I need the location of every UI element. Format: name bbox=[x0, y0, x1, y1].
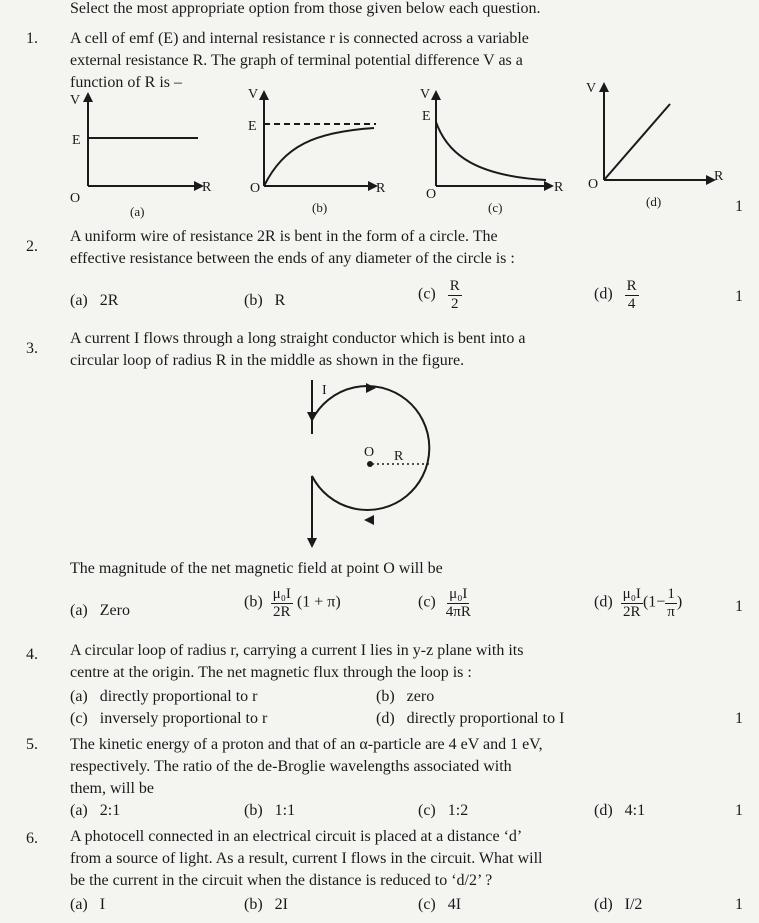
q3-option-d-label: (d) bbox=[594, 593, 613, 611]
q4-option-a bbox=[70, 688, 258, 706]
q3-centre-label: O bbox=[364, 445, 375, 460]
q4-option-d-text: directly proportional to I bbox=[406, 710, 565, 727]
q3-current-label: I bbox=[322, 383, 327, 398]
q3-wire-arrow-bottom bbox=[307, 538, 317, 548]
q2-option-b-text: R bbox=[274, 292, 286, 309]
q2-option-d-fraction bbox=[625, 278, 639, 312]
graph-d-y-arrow bbox=[599, 82, 609, 92]
question-6-line-1: A photocell connected in an electrical circuit is placed at a distance ‘d’ bbox=[70, 828, 523, 845]
q4-option-a-label: (a) bbox=[70, 688, 88, 705]
graph-d-option-label: (d) bbox=[646, 194, 662, 209]
question-2-number: 2. bbox=[26, 238, 38, 255]
graph-d-curve bbox=[604, 104, 670, 180]
question-1-line-1: A cell of emf (E) and internal resistance r is connected across a variable bbox=[70, 30, 529, 47]
q3-option-d-fraction bbox=[621, 586, 643, 620]
graph-c-y-arrow bbox=[431, 90, 441, 100]
q4-option-d-label: (d) bbox=[376, 710, 395, 727]
q3-option-d bbox=[594, 586, 682, 620]
q3-option-d-denominator: 2R bbox=[623, 603, 641, 620]
question-6-line-3: be the current in the circuit when the distance is reduced to ‘d/2’ ? bbox=[70, 872, 493, 889]
graph-c-option-label: (c) bbox=[488, 200, 503, 215]
q3-option-b-tail: (1 + π) bbox=[296, 593, 341, 611]
graph-d-o-label: O bbox=[588, 177, 599, 192]
question-1-line-3: function of R is – bbox=[70, 74, 182, 91]
q6-option-b-label: (b) bbox=[244, 896, 263, 913]
q6-option-b bbox=[244, 896, 288, 914]
q3-option-b-numerator: μ₀I bbox=[272, 586, 291, 602]
question-3-marks: 1 bbox=[735, 598, 743, 615]
q4-option-a-text: directly proportional to r bbox=[99, 688, 258, 705]
graph-c-v-label: V bbox=[420, 87, 431, 102]
question-6-marks: 1 bbox=[735, 896, 743, 913]
question-5-number: 5. bbox=[26, 736, 38, 753]
question-5-line-1: The kinetic energy of a proton and that of an α-particle are 4 eV and 1 eV, bbox=[70, 736, 543, 753]
graph-a-e-label: E bbox=[72, 133, 81, 148]
q6-option-c-label: (c) bbox=[418, 896, 436, 913]
graph-a-option-label: (a) bbox=[130, 204, 145, 219]
q6-option-a-text: I bbox=[99, 896, 106, 913]
q2-option-d-label: (d) bbox=[594, 285, 613, 303]
q5-option-c-label: (c) bbox=[418, 802, 436, 819]
q3-option-d-inner-numerator: 1 bbox=[667, 586, 675, 602]
q5-option-d bbox=[594, 802, 645, 820]
graph-b bbox=[244, 86, 394, 216]
q3-loop-arrow-bottom bbox=[364, 515, 374, 525]
q3-option-d-close: ) bbox=[676, 593, 683, 611]
q2-option-c-label: (c) bbox=[418, 285, 436, 303]
q3-option-d-open: (1− bbox=[642, 593, 666, 611]
question-5-line-2: respectively. The ratio of the de-Broglie wavelengths associated with bbox=[70, 758, 512, 775]
q3-radius-label: R bbox=[394, 449, 404, 464]
q5-option-c-text: 1:2 bbox=[447, 802, 469, 819]
q3-option-d-numerator: μ₀I bbox=[622, 586, 641, 602]
q4-option-b bbox=[376, 688, 434, 706]
q6-option-b-text: 2I bbox=[274, 896, 288, 913]
q5-option-b-label: (b) bbox=[244, 802, 263, 819]
q2-option-c-fraction bbox=[448, 278, 462, 312]
q2-option-c-numerator: R bbox=[449, 278, 460, 294]
q4-option-c-label: (c) bbox=[70, 710, 88, 727]
q5-option-b bbox=[244, 802, 295, 820]
graph-c bbox=[418, 86, 578, 216]
q3-option-b-label: (b) bbox=[244, 593, 263, 611]
question-4-line-2: centre at the origin. The net magnetic flux through the loop is : bbox=[70, 664, 472, 681]
q3-option-c-numerator: μ₀I bbox=[449, 586, 468, 602]
question-3-line-2: circular loop of radius R in the middle as shown in the figure. bbox=[70, 352, 465, 369]
graph-a-v-label: V bbox=[70, 93, 81, 108]
question-4-number: 4. bbox=[26, 646, 38, 663]
q2-option-c-denominator: 2 bbox=[451, 295, 459, 312]
graph-d-v-label: V bbox=[586, 81, 597, 96]
graph-c-o-label: O bbox=[426, 187, 437, 202]
question-1-marks: 1 bbox=[735, 198, 743, 215]
q2-option-a-label: (a) bbox=[70, 292, 88, 309]
graph-b-r-label: R bbox=[376, 181, 386, 196]
q3-option-b-denominator: 2R bbox=[273, 603, 291, 620]
q5-option-a-text: 2:1 bbox=[99, 802, 121, 819]
question-1-number: 1. bbox=[26, 30, 38, 47]
q5-option-a-label: (a) bbox=[70, 802, 88, 819]
graph-b-curve bbox=[264, 128, 374, 186]
q4-option-c bbox=[70, 710, 267, 728]
q2-option-a-text: 2R bbox=[99, 292, 119, 309]
q3-loop-arrow-top bbox=[366, 383, 376, 393]
q6-option-c bbox=[418, 896, 461, 914]
q2-option-c bbox=[418, 278, 462, 312]
q3-loop-figure bbox=[290, 376, 450, 556]
graph-c-curve bbox=[436, 122, 546, 180]
graph-a-o-label: O bbox=[70, 191, 81, 206]
graph-c-e-label: E bbox=[422, 109, 431, 124]
q3-option-d-inner-fraction bbox=[665, 586, 677, 620]
question-2-line-2: effective resistance between the ends of any diameter of the circle is : bbox=[70, 250, 515, 267]
q6-option-d bbox=[594, 896, 642, 914]
graph-a-y-arrow bbox=[83, 92, 93, 102]
q6-option-a-label: (a) bbox=[70, 896, 88, 913]
question-5-line-3: them, will be bbox=[70, 780, 154, 797]
question-5-marks: 1 bbox=[735, 802, 743, 819]
graph-a-r-label: R bbox=[202, 180, 212, 195]
graph-a bbox=[66, 90, 226, 220]
q2-option-b-label: (b) bbox=[244, 292, 263, 309]
question-3-number: 3. bbox=[26, 340, 38, 357]
q2-option-b bbox=[244, 292, 285, 310]
q5-option-d-label: (d) bbox=[594, 802, 613, 819]
q3-option-c bbox=[418, 586, 473, 620]
graph-c-x-arrow bbox=[544, 181, 554, 191]
q3-option-d-inner-denominator: π bbox=[667, 603, 675, 620]
q2-option-a bbox=[70, 292, 118, 310]
q2-option-d-denominator: 4 bbox=[627, 295, 636, 312]
q4-option-b-label: (b) bbox=[376, 688, 395, 705]
q2-option-d bbox=[594, 278, 639, 312]
q5-option-a bbox=[70, 802, 120, 820]
q5-option-c bbox=[418, 802, 468, 820]
graph-b-v-label: V bbox=[248, 87, 259, 102]
q6-option-d-text: I/2 bbox=[624, 896, 643, 913]
question-6-line-2: from a source of light. As a result, current I flows in the circuit. What will bbox=[70, 850, 543, 867]
q3-option-b bbox=[244, 586, 341, 620]
q2-option-d-numerator: R bbox=[626, 278, 637, 294]
question-4-marks: 1 bbox=[735, 710, 743, 727]
q4-option-c-text: inversely proportional to r bbox=[99, 710, 268, 727]
q3-option-b-fraction bbox=[271, 586, 293, 620]
q4-option-d bbox=[376, 710, 564, 728]
q3-option-c-denominator: 4πR bbox=[445, 603, 471, 620]
q5-option-d-text: 4:1 bbox=[624, 802, 646, 819]
q5-option-b-text: 1:1 bbox=[274, 802, 296, 819]
question-6-number: 6. bbox=[26, 830, 38, 847]
question-1-line-2: external resistance R. The graph of terminal potential difference V as a bbox=[70, 52, 523, 69]
graph-b-e-label: E bbox=[248, 119, 257, 134]
graph-d-r-label: R bbox=[714, 169, 724, 184]
q3-option-c-fraction bbox=[444, 586, 473, 620]
graph-c-r-label: R bbox=[554, 180, 564, 195]
graph-d bbox=[584, 76, 734, 216]
question-3-question: The magnitude of the net magnetic field at point O will be bbox=[70, 560, 443, 577]
q3-option-a-text: Zero bbox=[99, 602, 130, 619]
q3-option-a bbox=[70, 602, 130, 620]
q4-option-b-text: zero bbox=[406, 688, 435, 705]
q3-option-c-label: (c) bbox=[418, 593, 436, 611]
graph-b-y-arrow bbox=[259, 90, 269, 100]
instruction-text: Select the most appropriate option from those given below each question. bbox=[70, 0, 541, 17]
graph-b-option-label: (b) bbox=[312, 200, 328, 215]
q6-option-a bbox=[70, 896, 105, 914]
q6-option-c-text: 4I bbox=[447, 896, 462, 913]
question-4-line-1: A circular loop of radius r, carrying a current I lies in y-z plane with its bbox=[70, 642, 524, 659]
question-3-line-1: A current I flows through a long straight conductor which is bent into a bbox=[70, 330, 526, 347]
graph-b-o-label: O bbox=[250, 181, 261, 196]
question-2-marks: 1 bbox=[735, 288, 743, 305]
question-2-line-1: A uniform wire of resistance 2R is bent in the form of a circle. The bbox=[70, 228, 498, 245]
q6-option-d-label: (d) bbox=[594, 896, 613, 913]
q3-option-a-label: (a) bbox=[70, 602, 88, 619]
